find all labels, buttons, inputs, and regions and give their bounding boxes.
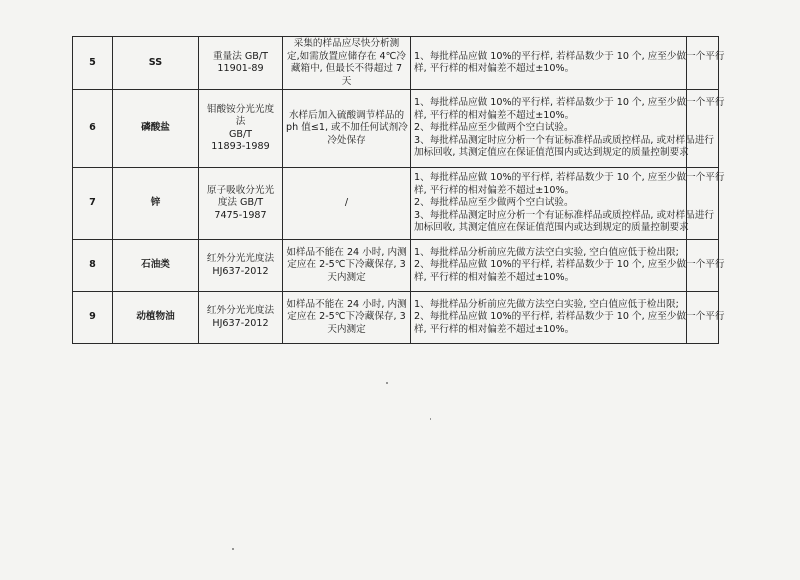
analysis-method: [199, 292, 283, 344]
storage-line: 定应在 2-5℃下冷藏保存, 3: [287, 311, 406, 323]
quality-control-requirement: [411, 292, 725, 344]
row-number: 9: [73, 292, 113, 344]
scan-speck: [430, 418, 431, 420]
method-line: 钼酸铵分光光度: [206, 103, 275, 115]
scan-speck: [232, 548, 234, 550]
qc-line: 1、每批样品分析前应先做方法空白实验, 空白值应低于检出限;: [414, 246, 679, 258]
storage-line: 天: [341, 75, 352, 87]
row-number: 6: [73, 90, 113, 168]
qc-line: 加标回收, 其测定值应在保证值范围内或达到规定的质量控制要求: [414, 222, 689, 234]
table-row: [73, 90, 719, 168]
storage-line: 如样品不能在 24 小时, 内测: [286, 246, 407, 258]
analysis-method: [199, 168, 283, 240]
method-line: HJ637-2012: [212, 317, 269, 329]
storage-line: 如样品不能在 24 小时, 内测: [286, 298, 407, 310]
quality-control-table: [72, 36, 725, 344]
qc-line: 2、每批样品应至少做两个空白试验。: [414, 197, 574, 209]
storage-requirement: [283, 37, 411, 90]
method-line: 度法 GB/T: [217, 197, 264, 209]
storage-requirement: [283, 240, 411, 292]
method-line: 红外分光光度法: [206, 305, 275, 316]
scan-speck: [386, 382, 388, 384]
qc-line: 样, 平行样的相对偏差不超过±10%。: [414, 271, 575, 283]
parameter-name: 磷酸盐: [113, 90, 199, 168]
qc-line: 1、每批样品分析前应先做方法空白实验, 空白值应低于检出限;: [414, 298, 679, 310]
empty-cell: [687, 37, 719, 90]
table-row: [73, 292, 719, 344]
qc-line: 加标回收, 其测定值应在保证值范围内或达到规定的质量控制要求: [414, 147, 689, 159]
parameter-name: 动植物油: [113, 292, 199, 344]
qc-line: 2、每批样品应做 10%的平行样, 若样品数少于 10 个, 应至少做一个平行: [414, 259, 725, 271]
quality-control-requirement: [411, 37, 725, 90]
parameter-name: 石油类: [113, 240, 199, 292]
qc-line: 2、每批样品应做 10%的平行样, 若样品数少于 10 个, 应至少做一个平行: [414, 311, 725, 323]
storage-line: 采集的样品应尽快分析测: [293, 38, 400, 49]
analysis-method: [199, 90, 283, 168]
table-row: [73, 168, 719, 240]
qc-line: 2、每批样品应至少做两个空白试验。: [414, 122, 574, 134]
qc-line: 样, 平行样的相对偏差不超过±10%。: [414, 63, 575, 74]
qc-line: 样, 平行样的相对偏差不超过±10%。: [414, 323, 575, 335]
row-number: 7: [73, 168, 113, 240]
quality-control-requirement: [411, 240, 725, 292]
row-number: 5: [73, 37, 113, 90]
quality-control-requirement: [411, 168, 725, 240]
storage-requirement: [283, 90, 411, 168]
method-line: GB/T: [228, 128, 253, 140]
method-line: 红外分光光度法: [206, 253, 275, 264]
storage-requirement: [283, 292, 411, 344]
table-row: [73, 37, 719, 90]
storage-line: 冷处保存: [327, 134, 366, 146]
qc-line: 1、每批样品应做 10%的平行样, 若样品数少于 10 个, 应至少做一个平行: [414, 172, 725, 184]
analysis-method: [199, 240, 283, 292]
storage-requirement: [283, 168, 411, 240]
table-row: [73, 240, 719, 292]
qc-line: 样, 平行样的相对偏差不超过±10%。: [414, 109, 575, 121]
analysis-method: [199, 37, 283, 90]
method-line: HJ637-2012: [212, 265, 269, 277]
method-line: 11893-1989: [211, 141, 270, 152]
qc-line: 3、每批样品测定时应分析一个有证标准样品或质控样品, 或对样品进行: [414, 134, 715, 146]
storage-line: 定应在 2-5℃下冷藏保存, 3: [287, 259, 406, 271]
parameter-name: SS: [113, 37, 199, 90]
parameter-name: 锌: [113, 168, 199, 240]
storage-line: 天内测定: [327, 323, 366, 335]
method-line: 原子吸收分光光: [206, 184, 275, 196]
method-line: 11901-89: [217, 63, 264, 74]
table-body: [73, 37, 725, 344]
storage-line: 藏箱中, 但最长不得超过 7: [290, 63, 403, 74]
storage-line: 水样后加入硫酸调节样品的: [288, 109, 405, 121]
quality-control-requirement: [411, 90, 725, 168]
storage-line: 天内测定: [327, 271, 366, 283]
method-line: 7475-1987: [214, 209, 267, 221]
qc-line: 1、每批样品应做 10%的平行样, 若样品数少于 10 个, 应至少做一个平行: [414, 50, 725, 62]
method-line: 重量法 GB/T: [213, 50, 268, 62]
storage-line: /: [344, 197, 349, 209]
storage-line: 定,如需放置应储存在 4℃冷: [287, 50, 406, 62]
storage-line: ph 值≤1, 或不加任何试剂冷: [286, 122, 408, 134]
qc-line: 3、每批样品测定时应分析一个有证标准样品或质控样品, 或对样品进行: [414, 209, 715, 221]
qc-line: 样, 平行样的相对偏差不超过±10%。: [414, 184, 575, 196]
qc-line: 1、每批样品应做 10%的平行样, 若样品数少于 10 个, 应至少做一个平行: [414, 97, 725, 109]
method-line: 法: [235, 116, 246, 127]
row-number: 8: [73, 240, 113, 292]
